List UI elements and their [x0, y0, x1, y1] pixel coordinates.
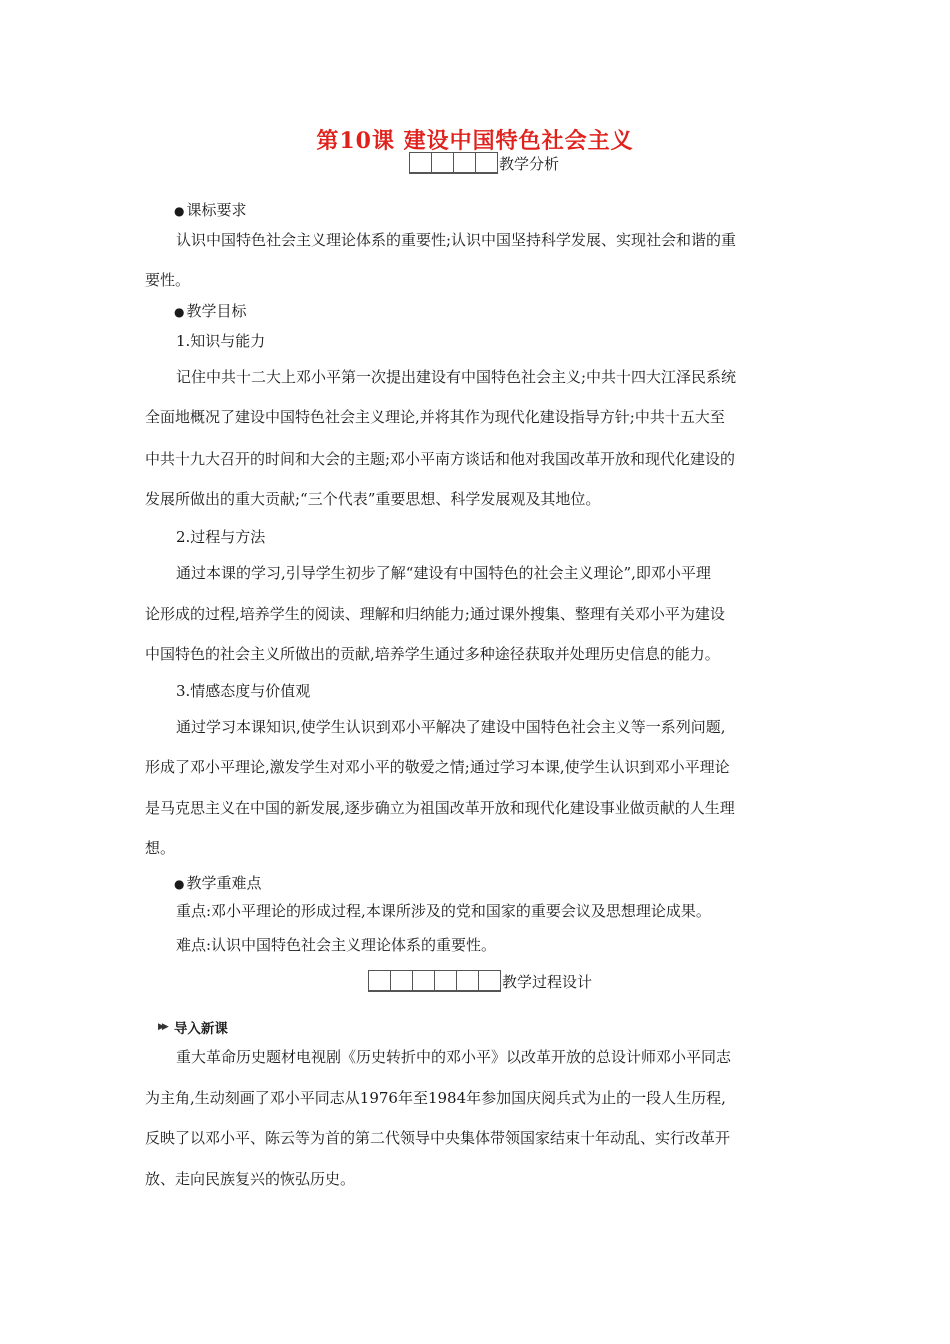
paragraph-line: 全面地概况了建设中国特色社会主义理论,并将其作为现代化建设指导方针;中共十五大至 [145, 408, 725, 426]
section-heading-analysis [409, 152, 559, 174]
paragraph-line: 中国特色的社会主义所做出的贡献,培养学生通过多种途径获取并处理历史信息的能力。 [145, 645, 720, 663]
intro-heading-label: 导入新课 [173, 1021, 228, 1037]
difficult-point-line: 难点:认识中国特色社会主义理论体系的重要性。 [176, 936, 497, 954]
lesson-title: 第10课 建设中国特色社会主义 [316, 128, 634, 154]
paragraph-line: 通过学习本课知识,使学生认识到邓小平解决了建设中国特色社会主义等一系列问题, [176, 718, 726, 736]
paragraph-line: 认识中国特色社会主义理论体系的重要性;认识中国坚持科学发展、实现社会和谐的重 [176, 231, 737, 249]
subheading: 2.过程与方法 [176, 528, 266, 546]
subheading: 1.知识与能力 [176, 332, 266, 350]
paragraph-line: 记住中共十二大上邓小平第一次提出建设有中国特色社会主义;中共十四大江泽民系统 [176, 368, 737, 386]
paragraph-line: 放、走向民族复兴的恢弘历史。 [145, 1170, 356, 1188]
heading-boxes [368, 970, 500, 992]
paragraph-line: 想。 [145, 839, 176, 857]
paragraph-line: 论形成的过程,培养学生的阅读、理解和归纳能力;通过课外搜集、整理有关邓小平为建设 [145, 605, 725, 623]
paragraph-line: 重大革命历史题材电视剧《历史转折中的邓小平》以改革开放的总设计师邓小平同志 [176, 1048, 732, 1066]
double-arrow-icon: ▶▶ [158, 1022, 166, 1032]
paragraph-line: 通过本课的学习,引导学生初步了解“建设有中国特色的社会主义理论”,即邓小平理 [176, 564, 711, 582]
key-point-line: 重点:邓小平理论的形成过程,本课所涉及的党和国家的重要会议及思想理论成果。 [176, 902, 711, 920]
subheading: 3.情感态度与价值观 [176, 682, 311, 700]
heading-boxes [409, 152, 497, 174]
paragraph-line: 要性。 [145, 271, 191, 289]
paragraph-line: 为主角,生动刻画了邓小平同志从1976年至1984年参加国庆阅兵式为止的一段人生历程, [145, 1089, 726, 1107]
paragraph-line: 发展所做出的重大贡献;“三个代表”重要思想、科学发展观及其地位。 [145, 490, 601, 508]
paragraph-line: 形成了邓小平理论,激发学生对邓小平的敬爱之情;通过学习本课,使学生认识到邓小平理论 [145, 758, 730, 776]
paragraph-line: 是马克思主义在中国的新发展,逐步确立为祖国改革开放和现代化建设事业做贡献的人生理 [145, 799, 735, 817]
paragraph-line: 中共十九大召开的时间和大会的主题;邓小平南方谈话和他对我国改革开放和现代化建设的 [145, 450, 736, 468]
paragraph-line: 反映了以邓小平、陈云等为首的第二代领导中央集体带领国家结束十年动乱、实行改革开 [145, 1129, 731, 1147]
intro-heading [158, 1017, 228, 1037]
key-points-heading: ● 教学重难点 [174, 872, 262, 893]
objectives-heading: ● 教学目标 [174, 300, 247, 321]
section-heading-design [368, 970, 592, 992]
curriculum-heading: ● 课标要求 [174, 199, 247, 220]
section-label: 教学过程设计 [502, 973, 593, 991]
section-label: 教学分析 [499, 155, 560, 173]
